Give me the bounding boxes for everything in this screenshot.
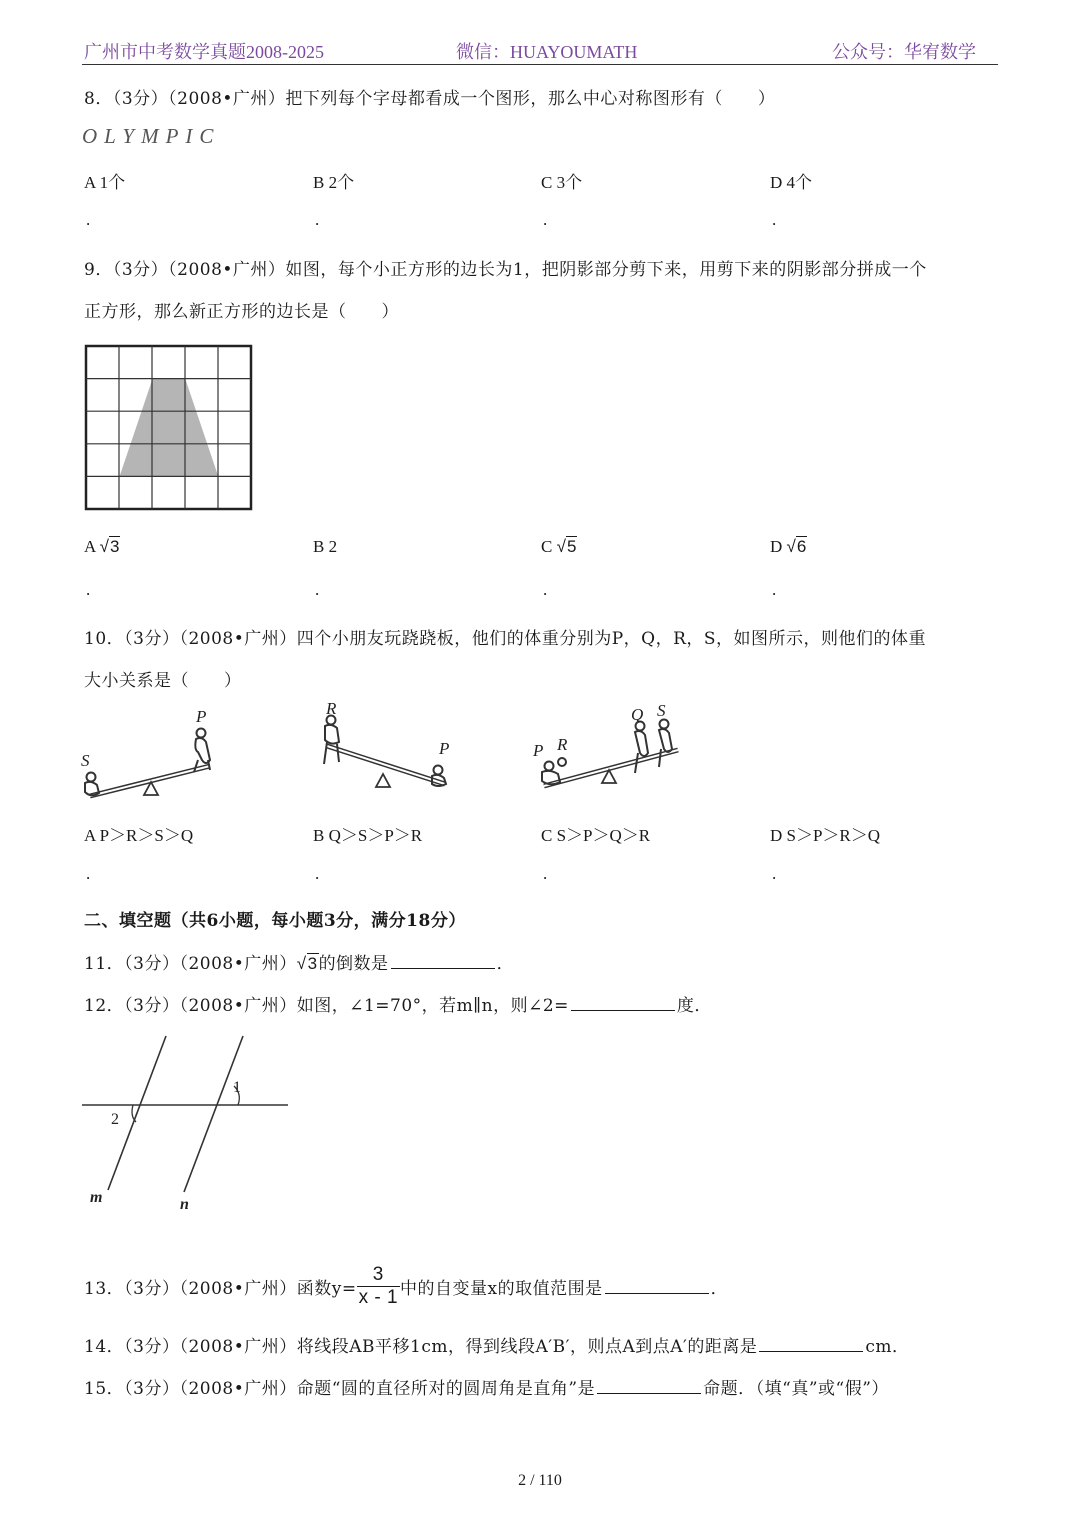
- seesaw-1-label-s: S: [81, 751, 90, 770]
- q9-option-d-letter: D: [770, 537, 783, 556]
- q13-fraction: [357, 1264, 400, 1309]
- q14: [84, 1332, 910, 1357]
- q11-suffix: 的倒数是: [318, 954, 389, 974]
- q11: [84, 949, 514, 974]
- q10-stem-line2: 大小关系是（ ）: [84, 671, 242, 691]
- q9-option-b-letter: B: [313, 537, 325, 556]
- q8-option-a: A 1个: [84, 173, 126, 192]
- q15-answer-blank[interactable]: [597, 1379, 701, 1394]
- header-rule: [82, 64, 998, 65]
- q11-radicand: 3: [307, 954, 318, 973]
- seesaw-2-label-p: P: [439, 739, 450, 758]
- q11-prefix: 11．（3分）（2008•广州）: [84, 954, 297, 974]
- seesaw-3-label-p: P: [533, 741, 544, 760]
- seesaw-3-label-q: Q: [631, 705, 644, 724]
- section-2-heading: 二、填空题（共6小题，每小题3分，满分18分）: [84, 911, 466, 931]
- q15-end: 命题．（填“真”或“假”）: [703, 1379, 889, 1399]
- angle-2-label: 2: [111, 1111, 119, 1128]
- q10-option-c: C S＞P＞Q＞R: [541, 826, 651, 845]
- q8-option-d: D 4个: [770, 173, 813, 192]
- q12-prefix: 12．（3分）（2008•广州）如图，∠1=70°，若m∥n，则∠2=: [84, 996, 569, 1016]
- q9-option-c-radicand: 5: [566, 537, 577, 556]
- q15: [84, 1374, 889, 1399]
- q13-answer-blank[interactable]: [605, 1279, 709, 1294]
- q14-end: cm．: [865, 1337, 910, 1357]
- q11-sqrt: √3: [296, 954, 318, 973]
- q14-answer-blank[interactable]: [759, 1337, 863, 1352]
- q12: [84, 991, 712, 1016]
- q9-option-d: [770, 537, 807, 557]
- q8-option-c: C 3个: [541, 173, 583, 192]
- q9-option-a-sqrt: √3: [99, 537, 120, 556]
- seesaw-2: [313, 698, 463, 798]
- q9-option-c-letter: C: [541, 537, 553, 556]
- q10-option-b: B Q＞S＞P＞R: [313, 826, 423, 845]
- q8-letters: OLYMPIC: [82, 124, 221, 148]
- seesaw-2-label-r: R: [326, 699, 337, 718]
- q9-option-c-sqrt: √5: [556, 537, 577, 556]
- q10-dot-a: .: [86, 864, 91, 883]
- seesaw-3: [530, 698, 710, 798]
- q14-prefix: 14．（3分）（2008•广州）将线段AB平移1cm，得到线段A′B′，则点A到点A′的距离是: [84, 1337, 758, 1357]
- q12-answer-blank[interactable]: [571, 996, 675, 1011]
- seesaw-3-label-s: S: [657, 701, 666, 720]
- header-center: 微信：HUAYOUMATH: [456, 42, 638, 62]
- q8-stem: 8．（3分）（2008•广州）把下列每个字母都看成一个图形，那么中心对称图形有（ ）: [84, 89, 776, 109]
- q8-dot-c: .: [543, 210, 548, 229]
- q13-numerator: 3: [372, 1264, 384, 1285]
- line-n-label: n: [180, 1196, 189, 1212]
- q10-stem-line1: 10．（3分）（2008•广州）四个小朋友玩跷跷板，他们的体重分别为P，Q，R，S，如图所示，则他们的体重: [84, 629, 927, 649]
- q9-dot-b: .: [315, 580, 320, 599]
- q8-option-b: B 2个: [313, 173, 355, 192]
- q10-option-d: D S＞P＞R＞Q: [770, 826, 881, 845]
- q13-end: ．: [710, 1279, 729, 1299]
- q9-option-a-letter: A: [84, 537, 96, 556]
- q13-denominator: x - 1: [358, 1287, 399, 1308]
- q10-dot-b: .: [315, 864, 320, 883]
- q10-dot-c: .: [543, 864, 548, 883]
- q12-parallel-lines-figure: [78, 1034, 298, 1212]
- q9-option-b-value: 2: [328, 537, 338, 556]
- page-number: 2 / 110: [518, 1472, 562, 1489]
- seesaw-3-label-r: R: [557, 735, 568, 754]
- q9-option-a-radicand: 3: [109, 537, 120, 556]
- line-m-label: m: [90, 1189, 103, 1206]
- q9-option-d-sqrt: √6: [786, 537, 807, 556]
- q13-prefix: 13．（3分）（2008•广州）函数y=: [84, 1279, 357, 1299]
- q9-grid-figure: [84, 344, 254, 512]
- q9-dot-c: .: [543, 580, 548, 599]
- q10-dot-d: .: [772, 864, 777, 883]
- seesaw-3-figures-right: [635, 720, 672, 774]
- angle-1-label: 1: [233, 1079, 241, 1096]
- q9-option-d-radicand: 6: [796, 537, 807, 556]
- q9-stem-line1: 9．（3分）（2008•广州）如图，每个小正方形的边长为1，把阴影部分剪下来，用剪下来的阴影部分拼成一个: [84, 260, 927, 280]
- q11-answer-blank[interactable]: [391, 954, 495, 969]
- q13-suffix: 中的自变量x的取值范围是: [400, 1279, 603, 1299]
- q13: [84, 1264, 728, 1309]
- shaded-trapezoid: [120, 379, 219, 477]
- seesaw-1-label-p: P: [196, 708, 207, 726]
- header-left: 广州市中考数学真题2008-2025: [84, 42, 324, 62]
- q10-option-a: A P＞R＞S＞Q: [84, 826, 194, 845]
- q11-end: ．: [496, 954, 515, 974]
- seesaw-2-fulcrum: [376, 774, 390, 787]
- q8-dot-d: .: [772, 210, 777, 229]
- q9-dot-a: .: [86, 580, 91, 599]
- line-n: [184, 1036, 243, 1192]
- q15-prefix: 15．（3分）（2008•广州）命题“圆的直径所对的圆周角是直角”是: [84, 1379, 596, 1399]
- header-right: 公众号：华宥数学: [832, 42, 976, 62]
- q12-end: 度．: [676, 996, 712, 1016]
- q9-dot-d: .: [772, 580, 777, 599]
- q9-option-c: [541, 537, 577, 557]
- q8-dot-b: .: [315, 210, 320, 229]
- q9-stem-line2: 正方形，那么新正方形的边长是（ ）: [84, 302, 399, 322]
- q8-dot-a: .: [86, 210, 91, 229]
- seesaw-1: [78, 708, 223, 808]
- q9-option-b: [313, 537, 337, 557]
- seesaw-2-figure-left: [324, 716, 339, 765]
- q9-option-a: [84, 537, 120, 557]
